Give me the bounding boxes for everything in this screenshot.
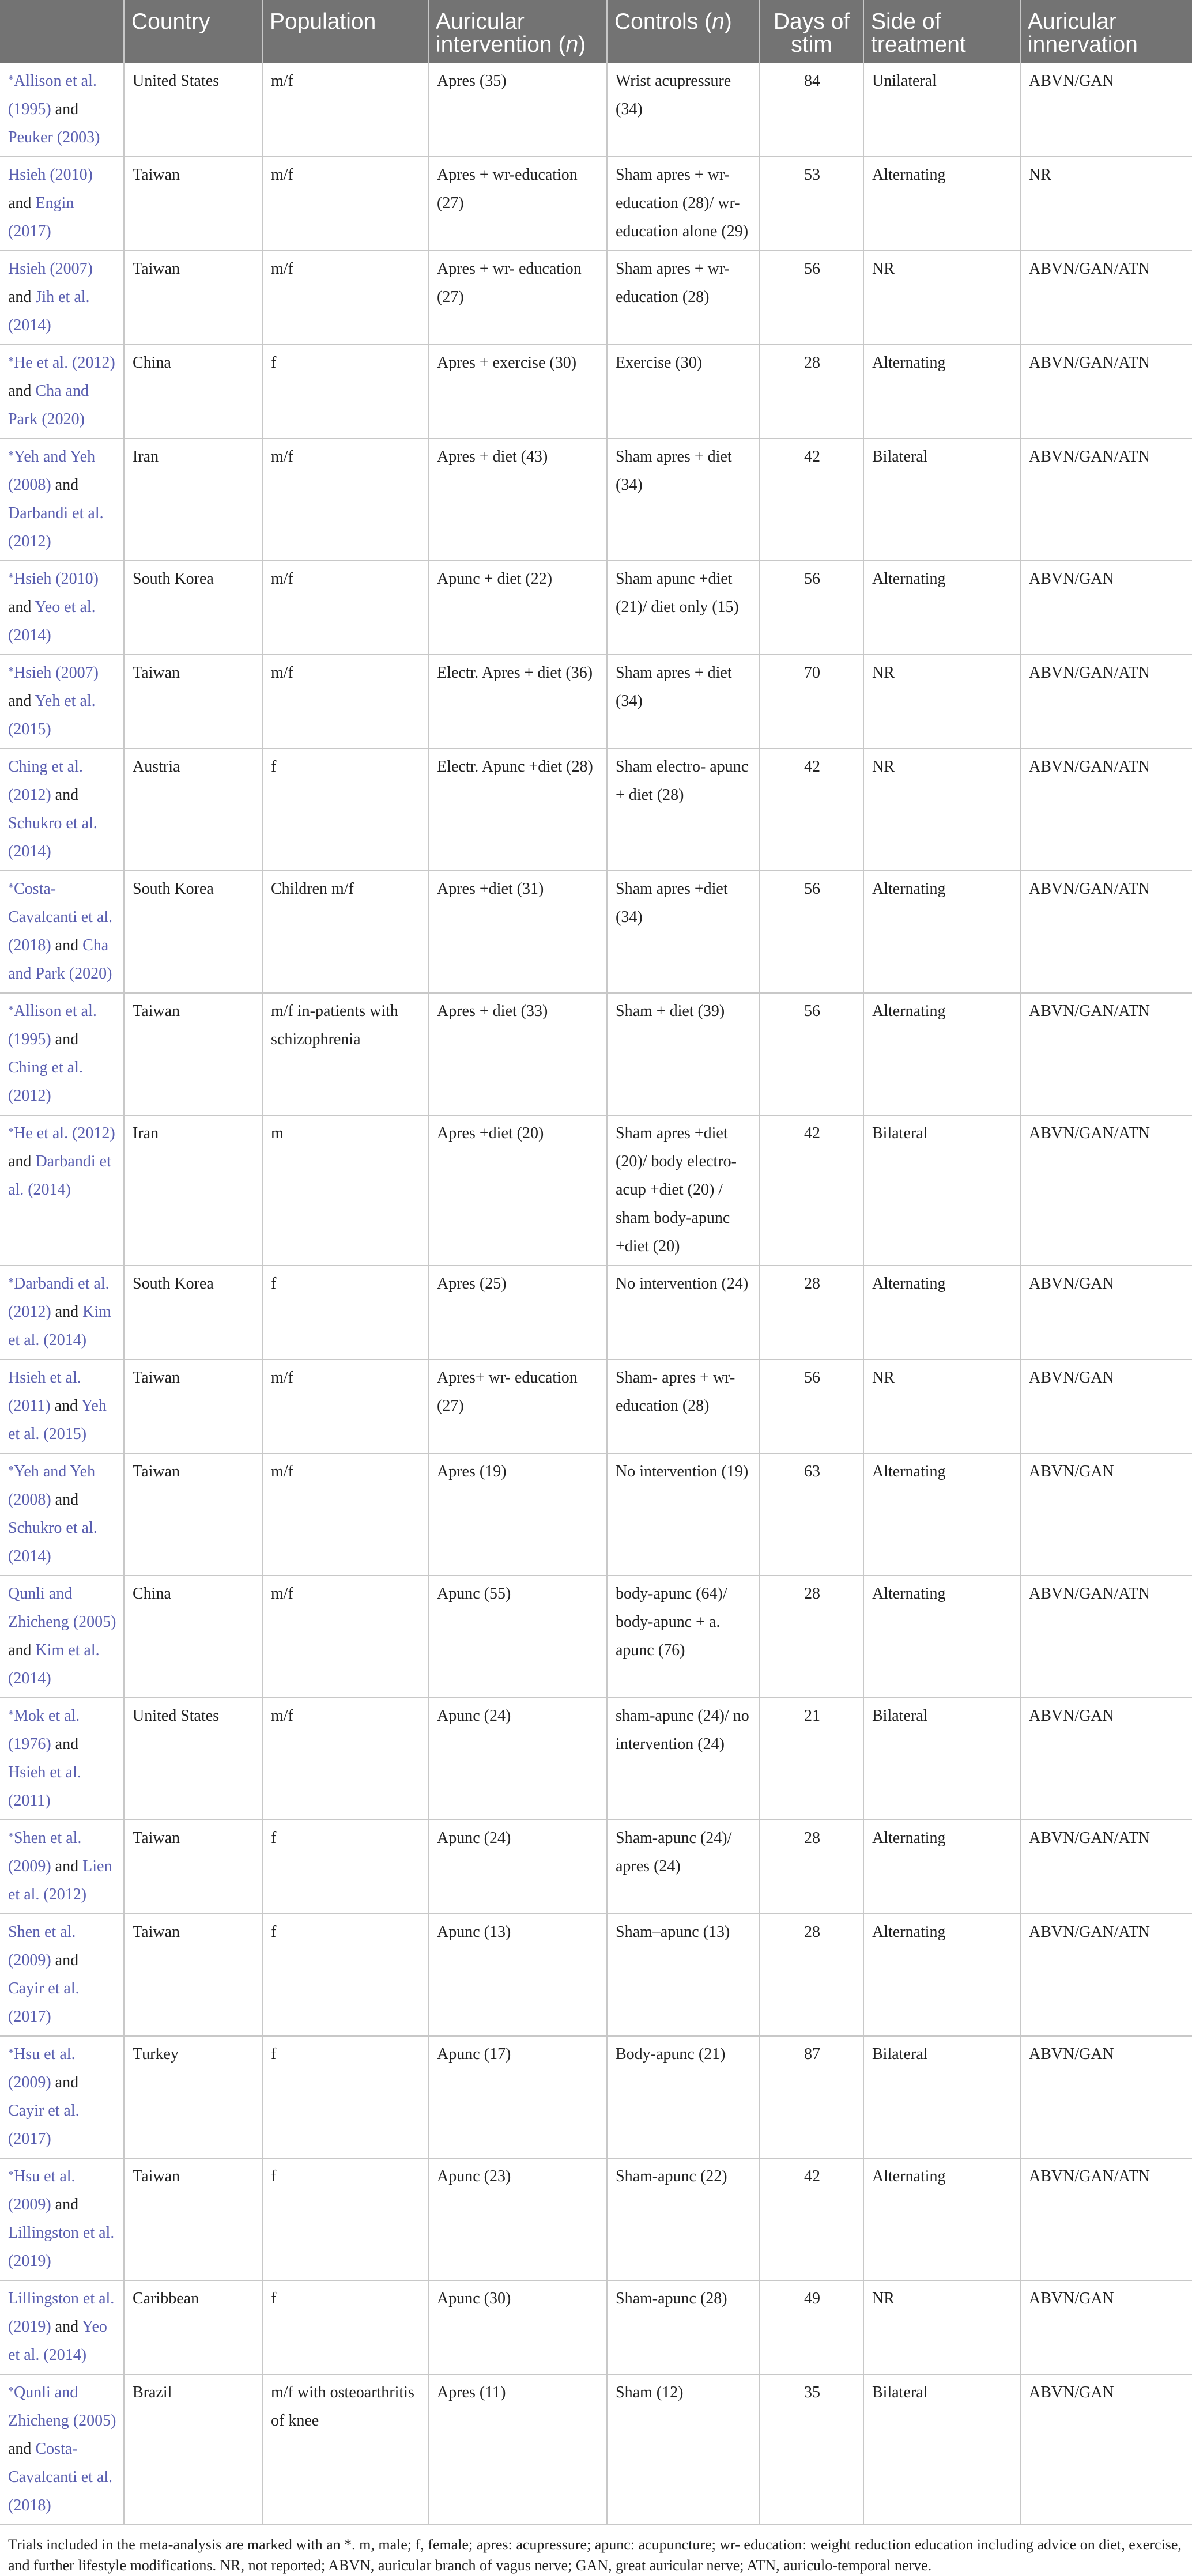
study-link-primary[interactable]: Qunli and Zhicheng (2005) bbox=[8, 1585, 116, 1631]
cell-controls: Sham apres + diet (34) bbox=[607, 439, 760, 561]
cell-side: NR bbox=[863, 251, 1020, 345]
cell-study bbox=[0, 561, 124, 655]
cell-country: Taiwan bbox=[124, 1914, 262, 2036]
cell-intervention: Apres + diet (43) bbox=[428, 439, 607, 561]
study-and-text: and bbox=[8, 692, 35, 710]
meta-analysis-marker: * bbox=[8, 2169, 14, 2181]
cell-study bbox=[0, 157, 124, 251]
cell-days: 70 bbox=[760, 655, 863, 749]
cell-days: 28 bbox=[760, 1820, 863, 1914]
cell-study bbox=[0, 1576, 124, 1698]
table-row bbox=[0, 1820, 1192, 1914]
cell-days: 56 bbox=[760, 561, 863, 655]
study-link-primary[interactable]: Hsu et al. (2009) bbox=[8, 2045, 76, 2091]
cell-intervention: Apunc (13) bbox=[428, 1914, 607, 2036]
meta-analysis-marker: * bbox=[8, 571, 14, 584]
cell-country: Taiwan bbox=[124, 157, 262, 251]
study-link-secondary[interactable]: Kim et al. (2014) bbox=[8, 1641, 100, 1687]
study-link-primary[interactable]: Yeh and Yeh (2008) bbox=[8, 1463, 96, 1509]
cell-intervention: Electr. Apres + diet (36) bbox=[428, 655, 607, 749]
cell-intervention: Apres (19) bbox=[428, 1453, 607, 1576]
cell-population: m/f bbox=[262, 655, 428, 749]
study-link-primary[interactable]: Hsieh et al. (2011) bbox=[8, 1369, 81, 1415]
cell-side: Alternating bbox=[863, 1820, 1020, 1914]
cell-innervation: ABVN/GAN/ATN bbox=[1020, 749, 1192, 871]
cell-intervention: Apres + diet (33) bbox=[428, 993, 607, 1115]
cell-intervention: Apunc (55) bbox=[428, 1576, 607, 1698]
cell-innervation: ABVN/GAN/ATN bbox=[1020, 993, 1192, 1115]
study-link-secondary[interactable]: Yeo et al. (2014) bbox=[8, 2318, 107, 2364]
table-row bbox=[0, 871, 1192, 993]
study-and-text: and bbox=[8, 382, 36, 400]
cell-population: f bbox=[262, 2158, 428, 2280]
study-link-secondary[interactable]: Yeh et al. (2015) bbox=[8, 1397, 107, 1443]
table-row bbox=[0, 251, 1192, 345]
study-and-text: and bbox=[51, 786, 79, 804]
cell-controls: Sham (12) bbox=[607, 2374, 760, 2525]
table-row bbox=[0, 1359, 1192, 1453]
cell-controls: Exercise (30) bbox=[607, 345, 760, 439]
cell-intervention: Electr. Apunc +diet (28) bbox=[428, 749, 607, 871]
cell-side: NR bbox=[863, 749, 1020, 871]
meta-analysis-marker: * bbox=[8, 449, 14, 462]
study-and-text: and bbox=[51, 2318, 82, 2336]
table-row bbox=[0, 749, 1192, 871]
cell-days: 56 bbox=[760, 993, 863, 1115]
study-link-secondary[interactable]: Darbandi et al. (2014) bbox=[8, 1153, 111, 1199]
header-controls: Controls (n) bbox=[607, 0, 760, 63]
header-intervention: Auricular intervention (n) bbox=[428, 0, 607, 63]
cell-innervation: ABVN/GAN/ATN bbox=[1020, 251, 1192, 345]
cell-country: Caribbean bbox=[124, 2280, 262, 2374]
study-link-primary[interactable]: Mok et al. (1976) bbox=[8, 1707, 80, 1753]
cell-population: Children m/f bbox=[262, 871, 428, 993]
cell-side: Alternating bbox=[863, 1914, 1020, 2036]
cell-study bbox=[0, 345, 124, 439]
cell-country: Iran bbox=[124, 1115, 262, 1266]
cell-side: NR bbox=[863, 2280, 1020, 2374]
table-body bbox=[0, 63, 1192, 2525]
cell-population: m/f bbox=[262, 561, 428, 655]
table-row bbox=[0, 2374, 1192, 2525]
study-link-primary[interactable]: Lillingston et al. (2019) bbox=[8, 2290, 115, 2336]
cell-days: 63 bbox=[760, 1453, 863, 1576]
cell-innervation: ABVN/GAN bbox=[1020, 2036, 1192, 2158]
study-link-secondary[interactable]: Jih et al. (2014) bbox=[8, 288, 90, 334]
cell-study bbox=[0, 871, 124, 993]
cell-country: Iran bbox=[124, 439, 262, 561]
cell-innervation: ABVN/GAN bbox=[1020, 1698, 1192, 1820]
cell-controls: Sham electro- apunc + diet (28) bbox=[607, 749, 760, 871]
cell-study bbox=[0, 1359, 124, 1453]
table-row bbox=[0, 1266, 1192, 1359]
meta-analysis-marker: * bbox=[8, 355, 14, 368]
study-link-secondary[interactable]: Yeo et al. (2014) bbox=[8, 598, 96, 644]
cell-study bbox=[0, 655, 124, 749]
cell-intervention: Apres (11) bbox=[428, 2374, 607, 2525]
cell-controls: Sham apres +diet (20)/ body electro- acup +diet (20) / sham body-apunc +diet (20) bbox=[607, 1115, 760, 1266]
study-link-secondary[interactable]: Cayir et al. (2017) bbox=[8, 2102, 80, 2148]
study-and-text: and bbox=[51, 1735, 79, 1753]
cell-study bbox=[0, 1266, 124, 1359]
meta-analysis-marker: * bbox=[8, 73, 14, 86]
cell-days: 35 bbox=[760, 2374, 863, 2525]
cell-side: NR bbox=[863, 1359, 1020, 1453]
header-population: Population bbox=[262, 0, 428, 63]
cell-intervention: Apres + wr- education (27) bbox=[428, 251, 607, 345]
cell-population: m/f with osteoarthritis of knee bbox=[262, 2374, 428, 2525]
cell-controls: body-apunc (64)/ body-apunc + a. apunc (76) bbox=[607, 1576, 760, 1698]
cell-side: Alternating bbox=[863, 871, 1020, 993]
study-link-primary[interactable]: Hsu et al. (2009) bbox=[8, 2167, 76, 2214]
study-and-text: and bbox=[50, 1397, 81, 1415]
cell-side: Alternating bbox=[863, 345, 1020, 439]
cell-country: United States bbox=[124, 1698, 262, 1820]
cell-population: m/f in-patients with schizophrenia bbox=[262, 993, 428, 1115]
cell-population: f bbox=[262, 1820, 428, 1914]
cell-intervention: Apres +diet (31) bbox=[428, 871, 607, 993]
cell-controls: Body-apunc (21) bbox=[607, 2036, 760, 2158]
cell-population: f bbox=[262, 2280, 428, 2374]
cell-innervation: ABVN/GAN/ATN bbox=[1020, 439, 1192, 561]
header-study bbox=[0, 0, 124, 63]
cell-days: 28 bbox=[760, 1914, 863, 2036]
table-row bbox=[0, 2036, 1192, 2158]
cell-controls: Sham apres + diet (34) bbox=[607, 655, 760, 749]
study-link-secondary[interactable]: Ching et al. (2012) bbox=[8, 1059, 83, 1105]
cell-study bbox=[0, 749, 124, 871]
cell-days: 56 bbox=[760, 1359, 863, 1453]
cell-population: m/f bbox=[262, 1359, 428, 1453]
cell-side: Alternating bbox=[863, 2158, 1020, 2280]
cell-controls: Sham–apunc (13) bbox=[607, 1914, 760, 2036]
cell-days: 21 bbox=[760, 1698, 863, 1820]
study-link-secondary[interactable]: Peuker (2003) bbox=[8, 129, 100, 146]
cell-controls: No intervention (19) bbox=[607, 1453, 760, 1576]
cell-innervation: ABVN/GAN/ATN bbox=[1020, 345, 1192, 439]
study-and-text: and bbox=[51, 1857, 83, 1875]
cell-days: 42 bbox=[760, 1115, 863, 1266]
cell-controls: sham-apunc (24)/ no intervention (24) bbox=[607, 1698, 760, 1820]
study-and-text: and bbox=[51, 2073, 79, 2091]
cell-side: Alternating bbox=[863, 1576, 1020, 1698]
cell-population: f bbox=[262, 749, 428, 871]
study-and-text: and bbox=[51, 100, 79, 118]
study-link-secondary[interactable]: Schukro et al. (2014) bbox=[8, 814, 97, 860]
cell-side: Alternating bbox=[863, 993, 1020, 1115]
cell-controls: Sham apunc +diet (21)/ diet only (15) bbox=[607, 561, 760, 655]
study-link-primary[interactable]: Allison et al. (1995) bbox=[8, 72, 97, 118]
cell-intervention: Apunc (17) bbox=[428, 2036, 607, 2158]
cell-country: Taiwan bbox=[124, 2158, 262, 2280]
cell-intervention: Apres + exercise (30) bbox=[428, 345, 607, 439]
cell-side: Bilateral bbox=[863, 1698, 1020, 1820]
cell-innervation: ABVN/GAN/ATN bbox=[1020, 2158, 1192, 2280]
study-link-primary[interactable]: Ching et al. (2012) bbox=[8, 758, 83, 804]
cell-population: m/f bbox=[262, 1698, 428, 1820]
cell-population: m/f bbox=[262, 157, 428, 251]
cell-study bbox=[0, 1115, 124, 1266]
cell-side: Bilateral bbox=[863, 2036, 1020, 2158]
study-link-primary[interactable]: Shen et al. (2009) bbox=[8, 1829, 82, 1875]
cell-intervention: Apunc (24) bbox=[428, 1698, 607, 1820]
cell-population: f bbox=[262, 2036, 428, 2158]
study-link-secondary[interactable]: Hsieh et al. (2011) bbox=[8, 1763, 81, 1810]
cell-intervention: Apres + wr-education (27) bbox=[428, 157, 607, 251]
study-and-text: and bbox=[8, 194, 36, 212]
table-row bbox=[0, 993, 1192, 1115]
header-country: Country bbox=[124, 0, 262, 63]
cell-country: Taiwan bbox=[124, 1359, 262, 1453]
cell-study bbox=[0, 439, 124, 561]
cell-study bbox=[0, 251, 124, 345]
study-link-primary[interactable]: Darbandi et al. (2012) bbox=[8, 1275, 110, 1321]
cell-innervation: ABVN/GAN bbox=[1020, 2280, 1192, 2374]
meta-analysis-marker: * bbox=[8, 1830, 14, 1843]
cell-study bbox=[0, 2374, 124, 2525]
meta-analysis-marker: * bbox=[8, 1003, 14, 1016]
cell-side: Unilateral bbox=[863, 63, 1020, 157]
cell-intervention: Apunc (23) bbox=[428, 2158, 607, 2280]
cell-country: Taiwan bbox=[124, 1820, 262, 1914]
cell-days: 28 bbox=[760, 1266, 863, 1359]
cell-controls: Sham apres + wr- education (28)/ wr- education alone (29) bbox=[607, 157, 760, 251]
study-link-secondary[interactable]: Kim et al. (2014) bbox=[8, 1303, 111, 1349]
meta-analysis-marker: * bbox=[8, 2046, 14, 2059]
study-link-secondary[interactable]: Darbandi et al. (2012) bbox=[8, 504, 104, 550]
cell-country: South Korea bbox=[124, 561, 262, 655]
cell-side: Alternating bbox=[863, 561, 1020, 655]
cell-innervation: ABVN/GAN bbox=[1020, 63, 1192, 157]
study-link-primary[interactable]: Hsieh (2007) bbox=[8, 260, 93, 278]
table-row bbox=[0, 63, 1192, 157]
table-header bbox=[0, 0, 1192, 63]
cell-controls: Sham + diet (39) bbox=[607, 993, 760, 1115]
cell-controls: Sham-apunc (28) bbox=[607, 2280, 760, 2374]
cell-country: Taiwan bbox=[124, 993, 262, 1115]
cell-population: m/f bbox=[262, 63, 428, 157]
study-link-primary[interactable]: Yeh and Yeh (2008) bbox=[8, 448, 96, 494]
cell-side: Bilateral bbox=[863, 2374, 1020, 2525]
cell-innervation: ABVN/GAN bbox=[1020, 2374, 1192, 2525]
cell-side: Alternating bbox=[863, 1453, 1020, 1576]
study-link-secondary[interactable]: Cha and Park (2020) bbox=[8, 936, 112, 983]
cell-controls: Sham- apres + wr- education (28) bbox=[607, 1359, 760, 1453]
cell-country: United States bbox=[124, 63, 262, 157]
cell-innervation: ABVN/GAN/ATN bbox=[1020, 1115, 1192, 1266]
table-row bbox=[0, 345, 1192, 439]
cell-days: 28 bbox=[760, 1576, 863, 1698]
header-intervention-label: Auricular intervention bbox=[436, 9, 552, 57]
cell-days: 42 bbox=[760, 749, 863, 871]
table-row bbox=[0, 561, 1192, 655]
meta-analysis-marker: * bbox=[8, 1708, 14, 1721]
table-row bbox=[0, 1698, 1192, 1820]
cell-country: China bbox=[124, 1576, 262, 1698]
table-row bbox=[0, 1914, 1192, 2036]
cell-innervation: NR bbox=[1020, 157, 1192, 251]
cell-side: Alternating bbox=[863, 1266, 1020, 1359]
study-link-secondary[interactable]: Cayir et al. (2017) bbox=[8, 1980, 80, 2026]
cell-intervention: Apres (25) bbox=[428, 1266, 607, 1359]
cell-study bbox=[0, 2280, 124, 2374]
cell-innervation: ABVN/GAN/ATN bbox=[1020, 1914, 1192, 2036]
cell-intervention: Apres +diet (20) bbox=[428, 1115, 607, 1266]
study-link-primary[interactable]: Shen et al. (2009) bbox=[8, 1923, 76, 1969]
cell-side: Alternating bbox=[863, 157, 1020, 251]
cell-study bbox=[0, 1820, 124, 1914]
meta-analysis-marker: * bbox=[8, 1464, 14, 1476]
cell-controls: Sham-apunc (22) bbox=[607, 2158, 760, 2280]
header-innervation: Auricular innervation bbox=[1020, 0, 1192, 63]
cell-study bbox=[0, 993, 124, 1115]
cell-study bbox=[0, 1698, 124, 1820]
study-link-secondary[interactable]: Yeh et al. (2015) bbox=[8, 692, 96, 738]
study-link-secondary[interactable]: Lillingston et al. (2019) bbox=[8, 2224, 115, 2270]
cell-days: 87 bbox=[760, 2036, 863, 2158]
header-controls-label: Controls bbox=[614, 9, 699, 34]
cell-days: 49 bbox=[760, 2280, 863, 2374]
cell-country: Brazil bbox=[124, 2374, 262, 2525]
cell-innervation: ABVN/GAN/ATN bbox=[1020, 1576, 1192, 1698]
table-row bbox=[0, 2158, 1192, 2280]
cell-intervention: Apunc (24) bbox=[428, 1820, 607, 1914]
study-and-text: and bbox=[51, 1951, 79, 1969]
cell-study bbox=[0, 2036, 124, 2158]
cell-days: 84 bbox=[760, 63, 863, 157]
study-link-secondary[interactable]: Cha and Park (2020) bbox=[8, 382, 89, 428]
meta-analysis-marker: * bbox=[8, 665, 14, 678]
study-and-text: and bbox=[8, 288, 36, 306]
cell-controls: Wrist acupressure (34) bbox=[607, 63, 760, 157]
cell-controls: Sham apres +diet (34) bbox=[607, 871, 760, 993]
study-and-text: and bbox=[8, 598, 35, 616]
study-link-secondary[interactable]: Lien et al. (2012) bbox=[8, 1857, 112, 1903]
cell-country: South Korea bbox=[124, 871, 262, 993]
cell-country: Taiwan bbox=[124, 655, 262, 749]
cell-days: 56 bbox=[760, 871, 863, 993]
cell-controls: Sham-apunc (24)/ apres (24) bbox=[607, 1820, 760, 1914]
cell-population: m/f bbox=[262, 1453, 428, 1576]
cell-side: Bilateral bbox=[863, 1115, 1020, 1266]
meta-analysis-marker: * bbox=[8, 1276, 14, 1289]
study-link-secondary[interactable]: Schukro et al. (2014) bbox=[8, 1519, 97, 1565]
cell-intervention: Apres+ wr- education (27) bbox=[428, 1359, 607, 1453]
cell-study bbox=[0, 2158, 124, 2280]
cell-intervention: Apunc (30) bbox=[428, 2280, 607, 2374]
study-and-text: and bbox=[8, 1641, 36, 1659]
study-link-secondary[interactable]: Engin (2017) bbox=[8, 194, 74, 240]
study-and-text: and bbox=[8, 1153, 36, 1170]
study-link-primary[interactable]: He et al. (2012) bbox=[14, 354, 115, 372]
cell-population: f bbox=[262, 1266, 428, 1359]
study-link-primary[interactable]: Hsieh (2007) bbox=[14, 664, 99, 682]
study-link-primary[interactable]: He et al. (2012) bbox=[14, 1124, 115, 1142]
cell-population: f bbox=[262, 1914, 428, 2036]
cell-controls: Sham apres + wr- education (28) bbox=[607, 251, 760, 345]
cell-innervation: ABVN/GAN/ATN bbox=[1020, 655, 1192, 749]
cell-population: m bbox=[262, 1115, 428, 1266]
cell-innervation: ABVN/GAN/ATN bbox=[1020, 1820, 1192, 1914]
cell-country: Taiwan bbox=[124, 251, 262, 345]
meta-analysis-marker: * bbox=[8, 1125, 14, 1138]
study-link-primary[interactable]: Qunli and Zhicheng (2005) bbox=[8, 2384, 116, 2430]
table-row bbox=[0, 439, 1192, 561]
cell-days: 42 bbox=[760, 439, 863, 561]
study-and-text: and bbox=[51, 2196, 79, 2214]
cell-study bbox=[0, 1453, 124, 1576]
cell-population: f bbox=[262, 345, 428, 439]
cell-innervation: ABVN/GAN bbox=[1020, 561, 1192, 655]
study-and-text: and bbox=[51, 476, 79, 494]
study-and-text: and bbox=[51, 1491, 79, 1509]
cell-country: China bbox=[124, 345, 262, 439]
table-row bbox=[0, 1115, 1192, 1266]
meta-analysis-marker: * bbox=[8, 881, 14, 894]
study-link-secondary[interactable]: Costa-Cavalcanti et al. (2018) bbox=[8, 2440, 113, 2514]
cell-side: NR bbox=[863, 655, 1020, 749]
table-footnote: Trials included in the meta-analysis are marked with an *. m, male; f, female; apres: acupressure; apunc: acupuncture; wr- education: weight reduction education including advice on diet, exercise, and further lifestyle modifications. NR, not reported; ABVN, auricular branch of vagus nerve; GAN, great auricular nerve; ATN, auriculo-temporal nerve. bbox=[8, 2536, 1182, 2574]
study-link-primary[interactable]: Allison et al. (1995) bbox=[8, 1002, 97, 1048]
cell-intervention: Apunc + diet (22) bbox=[428, 561, 607, 655]
study-and-text: and bbox=[51, 1030, 79, 1048]
cell-population: m/f bbox=[262, 439, 428, 561]
header-side: Side of treatment bbox=[863, 0, 1020, 63]
cell-study bbox=[0, 63, 124, 157]
cell-country: Austria bbox=[124, 749, 262, 871]
cell-population: m/f bbox=[262, 1576, 428, 1698]
cell-days: 42 bbox=[760, 2158, 863, 2280]
cell-days: 28 bbox=[760, 345, 863, 439]
cell-days: 56 bbox=[760, 251, 863, 345]
study-link-primary[interactable]: Costa-Cavalcanti et al. (2018) bbox=[8, 880, 113, 954]
cell-innervation: ABVN/GAN/ATN bbox=[1020, 871, 1192, 993]
cell-population: m/f bbox=[262, 251, 428, 345]
cell-innervation: ABVN/GAN bbox=[1020, 1453, 1192, 1576]
study-and-text: and bbox=[51, 936, 83, 954]
cell-intervention: Apres (35) bbox=[428, 63, 607, 157]
cell-country: Turkey bbox=[124, 2036, 262, 2158]
table-row bbox=[0, 1576, 1192, 1698]
cell-controls: No intervention (24) bbox=[607, 1266, 760, 1359]
meta-analysis-marker: * bbox=[8, 2385, 14, 2397]
cell-innervation: ABVN/GAN bbox=[1020, 1266, 1192, 1359]
cell-study bbox=[0, 1914, 124, 2036]
study-and-text: and bbox=[51, 1303, 83, 1321]
table-row bbox=[0, 655, 1192, 749]
table-row bbox=[0, 157, 1192, 251]
study-and-text: and bbox=[8, 2440, 36, 2458]
table-row bbox=[0, 1453, 1192, 1576]
cell-country: South Korea bbox=[124, 1266, 262, 1359]
cell-country: Taiwan bbox=[124, 1453, 262, 1576]
cell-days: 53 bbox=[760, 157, 863, 251]
table-row bbox=[0, 2280, 1192, 2374]
study-link-primary[interactable]: Hsieh (2010) bbox=[14, 570, 99, 588]
study-link-primary[interactable]: Hsieh (2010) bbox=[8, 166, 93, 184]
cell-innervation: ABVN/GAN bbox=[1020, 1359, 1192, 1453]
header-days: Days of stim bbox=[760, 0, 863, 63]
cell-side: Bilateral bbox=[863, 439, 1020, 561]
